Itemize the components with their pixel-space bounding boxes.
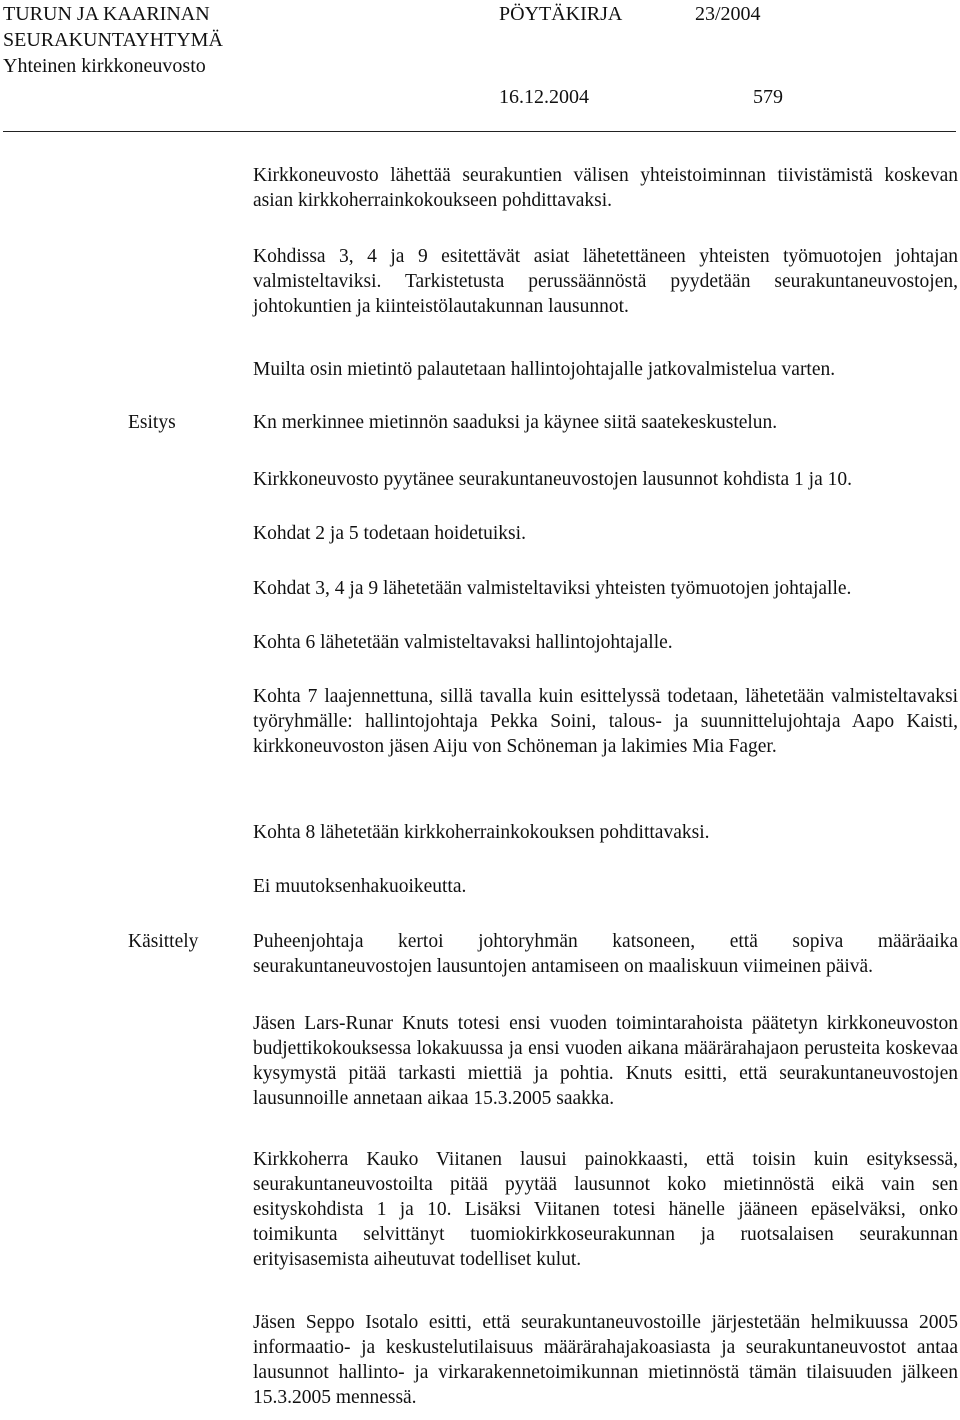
page-number: 579: [753, 86, 783, 108]
section-label-esitys: Esitys: [128, 412, 176, 433]
intro-paragraph: Muilta osin mietintö palautetaan hallintojohtajalle jatkovalmistelua varten.: [253, 359, 836, 380]
esitys-paragraph: Kn merkinnee mietinnön saaduksi ja käynee siitä saatekeskustelun.: [253, 412, 778, 433]
header-divider: [3, 131, 956, 132]
esitys-paragraph: Kohta 6 lähetetään valmisteltavaksi hallintojohtajalle.: [253, 632, 673, 653]
esitys-paragraph: Kohdat 3, 4 ja 9 lähetetään valmisteltaviksi yhteisten työmuotojen johtajalle.: [253, 578, 852, 599]
organization-subname: SEURAKUNTAYHTYMÄ: [3, 29, 223, 51]
document-type: PÖYTÄKIRJA: [499, 3, 623, 25]
organization-name: TURUN JA KAARINAN: [3, 3, 210, 25]
kasittely-paragraph: Jäsen Lars-Runar Knuts totesi ensi vuoden toimintarahoista päätetyn kirkkoneuvoston budjettikokouksessa lokakuussa ja ensi vuoden aikana määrärahajaon perusteita koskevaa kysymystä pitää tarkasti miettiä ja pohtia. Knuts esitti, että seurakuntaneuvostojen lausunnoille annetaan aikaa 15.3.2005 saakka.: [253, 1013, 958, 1109]
esitys-paragraph: Kirkkoneuvosto pyytänee seurakuntaneuvostojen lausunnot kohdista 1 ja 10.: [253, 469, 852, 490]
document-number: 23/2004: [695, 3, 761, 25]
intro-paragraph: Kohdissa 3, 4 ja 9 esitettävät asiat lähetettäneen yhteisten työmuotojen johtajan valmisteltaviksi. Tarkistetusta perussäännöstä pyydetään seurakuntaneuvostojen, johtokuntien ja kiinteistölautakunnan lausunnot.: [253, 246, 958, 317]
kasittely-paragraph: Jäsen Seppo Isotalo esitti, että seurakuntaneuvostoille järjestetään helmikuussa 2005 informaatio- ja keskustelutilaisuus määrärahajakoasiasta ja seurakuntaneuvostot antaa lausunnot hallinto- ja virkarakennetoimikunnan mietinnöstä tämän tilaisuuden jälkeen 15.3.2005 mennessä.: [253, 1312, 958, 1408]
kasittely-paragraph: Kirkkoherra Kauko Viitanen lausui painokkaasti, että toisin kuin esityksessä, seurakuntaneuvostoilta pitää pyytää lausunnot koko mietinnöstä eikä vain sen esityskohdista 1 ja 10. Lisäksi Viitanen totesi hänelle jääneen epäselväksi, onko toimikunta selvittänyt tuomiokirkkoseurakunnan ja ruotsalaisen seurakunnan erityisasemista aiheutuvat todelliset kulut.: [253, 1149, 958, 1270]
intro-paragraph: Kirkkoneuvosto lähettää seurakuntien välisen yhteistoiminnan tiivistämistä koskevan asian kirkkoherrainkokoukseen pohdittavaksi.: [253, 165, 958, 211]
esitys-paragraph: Ei muutoksenhakuoikeutta.: [253, 876, 467, 897]
section-label-kasittely: Käsittely: [128, 931, 199, 952]
esitys-paragraph: Kohta 7 laajennettuna, sillä tavalla kuin esittelyssä todetaan, lähetetään valmisteltavaksi työryhmälle: hallintojohtaja Pekka Soini, talous- ja suunnittelujohtaja Aapo Kaisti, kirkkoneuvoston jäsen Aiju von Schöneman ja lakimies Mia Fager.: [253, 686, 958, 757]
esitys-paragraph: Kohdat 2 ja 5 todetaan hoidetuiksi.: [253, 523, 526, 544]
esitys-paragraph: Kohta 8 lähetetään kirkkoherrainkokouksen pohdittavaksi.: [253, 822, 710, 843]
body-name: Yhteinen kirkkoneuvosto: [3, 55, 206, 77]
kasittely-paragraph: Puheenjohtaja kertoi johtoryhmän katsoneen, että sopiva määräaika seurakuntaneuvostojen lausuntojen antamiseen on maaliskuun viimeinen päivä.: [253, 931, 958, 977]
meeting-date: 16.12.2004: [499, 86, 589, 108]
